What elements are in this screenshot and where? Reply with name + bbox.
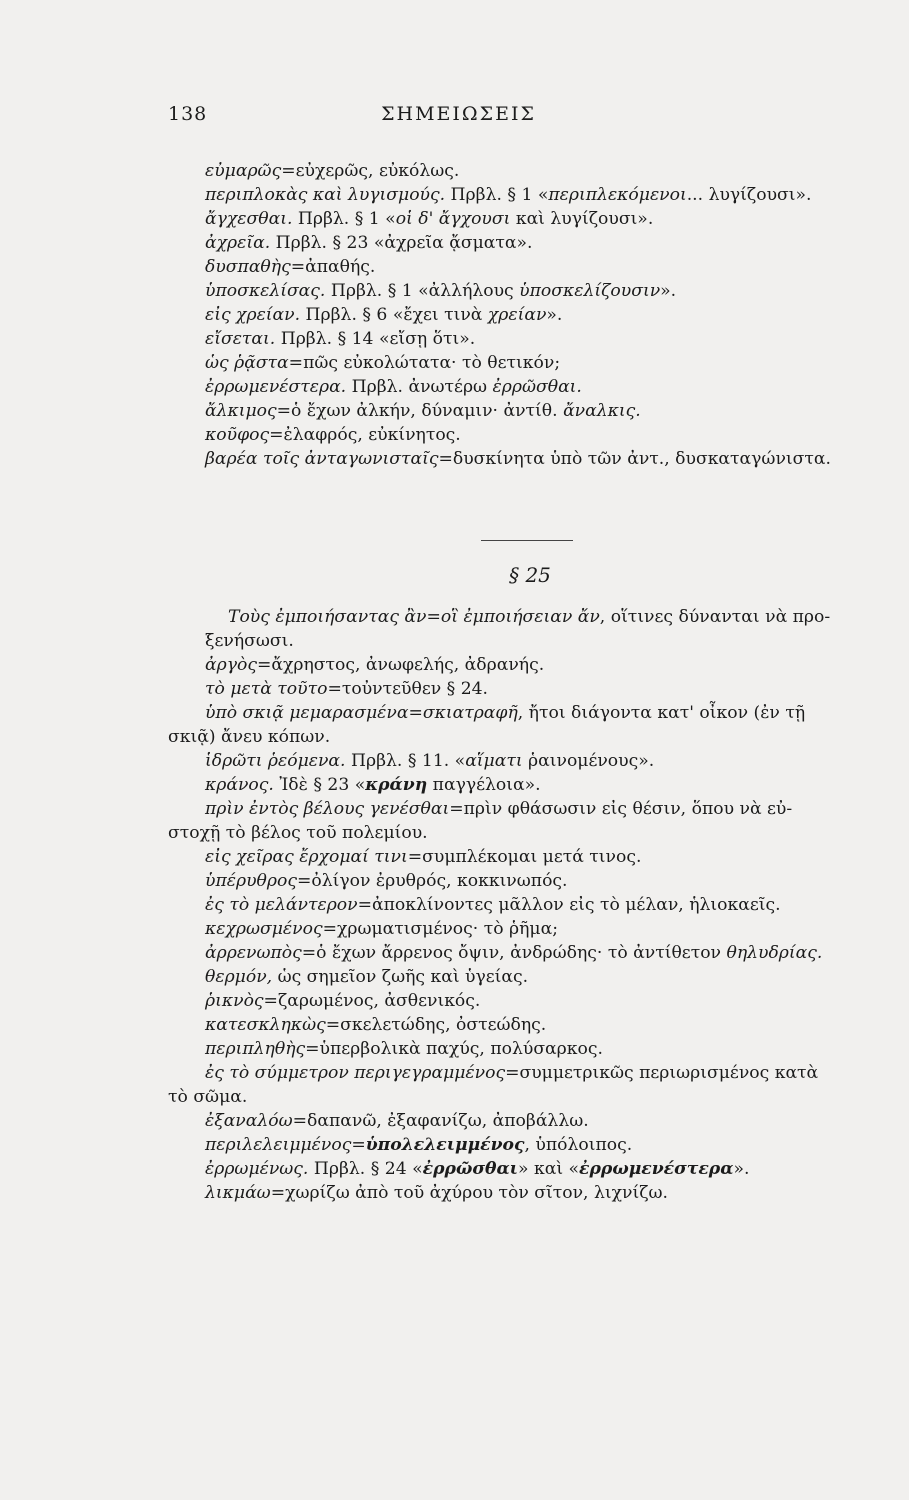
lemma-text: εἰς χρείαν. — [205, 305, 301, 325]
lemma-text: Τοὺς ἐμποιήσαντας ἂν — [228, 607, 427, 627]
note-line — [205, 328, 475, 350]
gloss-text: ξενήσωσι. — [205, 631, 294, 651]
gloss-text: = — [408, 703, 423, 723]
gloss-text: = — [351, 1135, 366, 1155]
note-line — [205, 678, 488, 700]
lemma-text: σκιατραφῆ — [422, 703, 518, 723]
gloss-text: =πρὶν φθάσωσιν εἰς θέσιν, ὅπου νὰ εὐ- — [449, 799, 793, 819]
gloss-text: =δαπανῶ, ἐξαφανίζω, ἀποβάλλω. — [292, 1111, 589, 1131]
lemma-text: αἵματι — [465, 751, 523, 771]
note-line — [205, 918, 558, 940]
lemma-text: δυσπαθὴς — [205, 257, 291, 277]
lemma-text: οἱ δ' ἄγχουσι — [395, 209, 511, 229]
gloss-text: =χωρίζω ἀπὸ τοῦ ἀχύρου τὸν σῖτον, λιχνίζω. — [270, 1183, 668, 1203]
lemma-text: κεχρωσμένος — [205, 919, 323, 939]
lemma-text: ἄλκιμος — [205, 401, 277, 421]
note-line — [205, 1110, 589, 1132]
note-line — [205, 630, 294, 652]
note-line — [205, 774, 541, 796]
gloss-text: Πρβλ. § 14 «εἴσῃ ὅτι». — [275, 329, 476, 349]
note-line — [205, 232, 532, 254]
lemma-text: ἱδρῶτι ῥεόμενα. — [205, 751, 346, 771]
gloss-text: =συμμετρικῶς περιωρισμένος κατὰ — [505, 1063, 819, 1083]
note-line — [205, 1182, 668, 1204]
lemma-text: θερμόν, — [205, 967, 273, 987]
lemma-text: οἳ ἐμποιήσειαν ἄν — [440, 607, 600, 627]
lemma-text: περιπλεκόμενοι — [548, 185, 687, 205]
lemma-text: τὸ μετὰ τοῦτο — [205, 679, 328, 699]
page-number: 138 — [168, 103, 208, 125]
note-line — [205, 846, 641, 868]
gloss-text: Πρβλ. § 24 « — [308, 1159, 423, 1179]
lemma-text: περιπληθὴς — [205, 1039, 306, 1059]
note-line — [205, 256, 375, 278]
lemma-text: ἐρρωμενέστερα — [579, 1159, 734, 1179]
lemma-text: βαρέα τοῖς ἀνταγωνισταῖς — [205, 449, 439, 469]
page-header — [168, 103, 749, 129]
gloss-text: σκιᾷ) ἄνευ κόπων. — [168, 727, 331, 747]
lemma-text: εἰς χεῖρας ἔρχομαί τινι — [205, 847, 408, 867]
running-title: ΣΗΜΕΙΩΣΕΙΣ — [381, 103, 536, 125]
gloss-text: Πρβλ. § 1 « — [292, 209, 396, 229]
note-line — [168, 726, 330, 748]
lemma-text: εἴσεται. — [205, 329, 276, 349]
gloss-text: =ὑπερβολικὰ παχύς, πολύσαρκος. — [305, 1039, 603, 1059]
lemma-text: ἀχρεῖα. — [205, 233, 271, 253]
note-line — [205, 304, 562, 326]
note-line — [205, 750, 654, 772]
lemma-text: ἄναλκις. — [563, 401, 641, 421]
note-line — [205, 654, 544, 676]
note-line — [205, 1062, 818, 1084]
lemma-text: περιπλοκὰς καὶ λυγισμούς. — [205, 185, 446, 205]
lemma-text: κράνος. — [205, 775, 274, 795]
gloss-text: =ἐλαφρός, εὐκίνητος. — [269, 425, 461, 445]
lemma-text: περιλελειμμένος — [205, 1135, 352, 1155]
lemma-text: ὑποσκελίζουσιν — [519, 281, 661, 301]
lemma-text: ἀργὸς — [205, 655, 257, 675]
gloss-text: =ἀπαθής. — [290, 257, 376, 277]
gloss-text: καὶ λυγίζουσι». — [510, 209, 654, 229]
gloss-text: Πρβλ. § 23 «ἀχρεῖα ᾄσματα». — [270, 233, 533, 253]
lemma-text: ὑπέρυθρος — [205, 871, 297, 891]
lemma-text: ὑπὸ σκιᾷ μεμαρασμένα — [205, 703, 409, 723]
note-line — [205, 870, 568, 892]
lemma-text: ἐς τὸ σύμμετρον περιγεγραμμένος — [205, 1063, 506, 1083]
gloss-text: παγγέλοια». — [427, 775, 541, 795]
section-divider — [481, 540, 573, 541]
note-line — [205, 1014, 546, 1036]
gloss-text: ὡς σημεῖον ζωῆς καὶ ὑγείας. — [272, 967, 529, 987]
lemma-text: ῥικνὸς — [205, 991, 264, 1011]
lemma-text: πρὶν ἐντὸς βέλους γενέσθαι — [205, 799, 450, 819]
lemma-text: ἄγχεσθαι. — [205, 209, 293, 229]
note-line — [205, 942, 822, 964]
gloss-text: Πρβλ. ἀνωτέρω — [346, 377, 493, 397]
lemma-text: ἐξαναλόω — [205, 1111, 293, 1131]
gloss-text: ». — [660, 281, 677, 301]
gloss-text: στοχῇ τὸ βέλος τοῦ πολεμίου. — [168, 823, 428, 843]
note-line — [205, 1158, 749, 1180]
gloss-text: Πρβλ. § 11. « — [345, 751, 466, 771]
note-line — [228, 606, 830, 628]
note-line — [205, 798, 792, 820]
lemma-text: κράνη — [365, 775, 428, 795]
gloss-text: , οἵτινες δύνανται νὰ προ- — [599, 607, 831, 627]
gloss-text: =τοὐντεῦθεν § 24. — [327, 679, 489, 699]
gloss-text: =ὀλίγον ἐρυθρός, κοκκινωπός. — [296, 871, 568, 891]
note-line — [205, 280, 676, 302]
gloss-text: =ὁ ἔχων ἀλκήν, δύναμιν· ἀντίθ. — [276, 401, 564, 421]
gloss-text: ῥαινομένους». — [522, 751, 655, 771]
gloss-text: ». — [733, 1159, 750, 1179]
gloss-text: =ἄχρηστος, ἀνωφελής, ἀδρανής. — [256, 655, 545, 675]
gloss-text: =ὁ ἔχων ἄρρενος ὄψιν, ἀνδρώδης· τὸ ἀντίθετον — [301, 943, 727, 963]
gloss-text: =ἀποκλίνοντες μᾶλλον εἰς τὸ μέλαν, ἡλιοκαεῖς. — [357, 895, 781, 915]
lemma-text: ὑπολελειμμένος — [365, 1135, 525, 1155]
gloss-text: =χρωματισμένος· τὸ ῥῆμα; — [322, 919, 558, 939]
gloss-text: =συμπλέκομαι μετά τινος. — [407, 847, 642, 867]
gloss-text: =σκελετώδης, ὀστεώδης. — [325, 1015, 547, 1035]
lemma-text: θηλυδρίας. — [726, 943, 823, 963]
lemma-text: χρείαν — [487, 305, 547, 325]
gloss-text: = — [426, 607, 441, 627]
gloss-text: =ζαρωμένος, ἀσθενικός. — [263, 991, 481, 1011]
lemma-text: κοῦφος — [205, 425, 270, 445]
gloss-text: ». — [546, 305, 563, 325]
lemma-text: εὐμαρῶς — [205, 161, 282, 181]
lemma-text: ἀρρενωπὸς — [205, 943, 302, 963]
note-line — [205, 352, 560, 374]
note-line — [205, 702, 805, 724]
gloss-text: , ὑπόλοιπος. — [524, 1135, 633, 1155]
note-line — [205, 424, 461, 446]
note-line — [205, 448, 831, 470]
note-line — [205, 376, 582, 398]
lemma-text: ἐρρωμενέστερα. — [205, 377, 347, 397]
gloss-text: Πρβλ. § 1 «ἀλλήλους — [325, 281, 520, 301]
gloss-text: Ἰδὲ § 23 « — [273, 775, 366, 795]
gloss-text: τὸ σῶμα. — [168, 1087, 248, 1107]
lemma-text: ἐρρωμένως. — [205, 1159, 309, 1179]
gloss-text: » καὶ « — [518, 1159, 580, 1179]
gloss-text: =εὐχερῶς, εὐκόλως. — [281, 161, 460, 181]
note-line — [205, 400, 641, 422]
lemma-text: ἐρρῶσθαι — [422, 1159, 518, 1179]
note-line — [205, 894, 781, 916]
note-line — [205, 966, 528, 988]
lemma-text: ἐς τὸ μελάντερον — [205, 895, 358, 915]
note-line — [205, 160, 459, 182]
lemma-text: ἐρρῶσθαι. — [492, 377, 582, 397]
note-line — [168, 822, 428, 844]
lemma-text: λικμάω — [205, 1183, 271, 1203]
gloss-text: Πρβλ. § 6 «ἔχει τινὰ — [300, 305, 488, 325]
gloss-text: ... λυγίζουσι». — [686, 185, 812, 205]
gloss-text: , ἤτοι διάγοντα κατ' οἶκον (ἐν τῇ — [517, 703, 806, 723]
note-line — [205, 184, 812, 206]
note-line — [205, 1134, 632, 1156]
gloss-text: Πρβλ. § 1 « — [445, 185, 549, 205]
note-line — [205, 208, 653, 230]
lemma-text: κατεσκληκὼς — [205, 1015, 326, 1035]
note-line — [168, 1086, 247, 1108]
lemma-text: ὑποσκελίσας. — [205, 281, 326, 301]
note-line — [205, 1038, 603, 1060]
lemma-text: ὡς ῥᾷστα — [205, 353, 289, 373]
note-line — [205, 990, 480, 1012]
gloss-text: =δυσκίνητα ὑπὸ τῶν ἀντ., δυσκαταγώνιστα. — [438, 449, 831, 469]
gloss-text: =πῶς εὐκολώτατα· τὸ θετικόν; — [288, 353, 561, 373]
section-heading: § 25 — [509, 563, 551, 587]
